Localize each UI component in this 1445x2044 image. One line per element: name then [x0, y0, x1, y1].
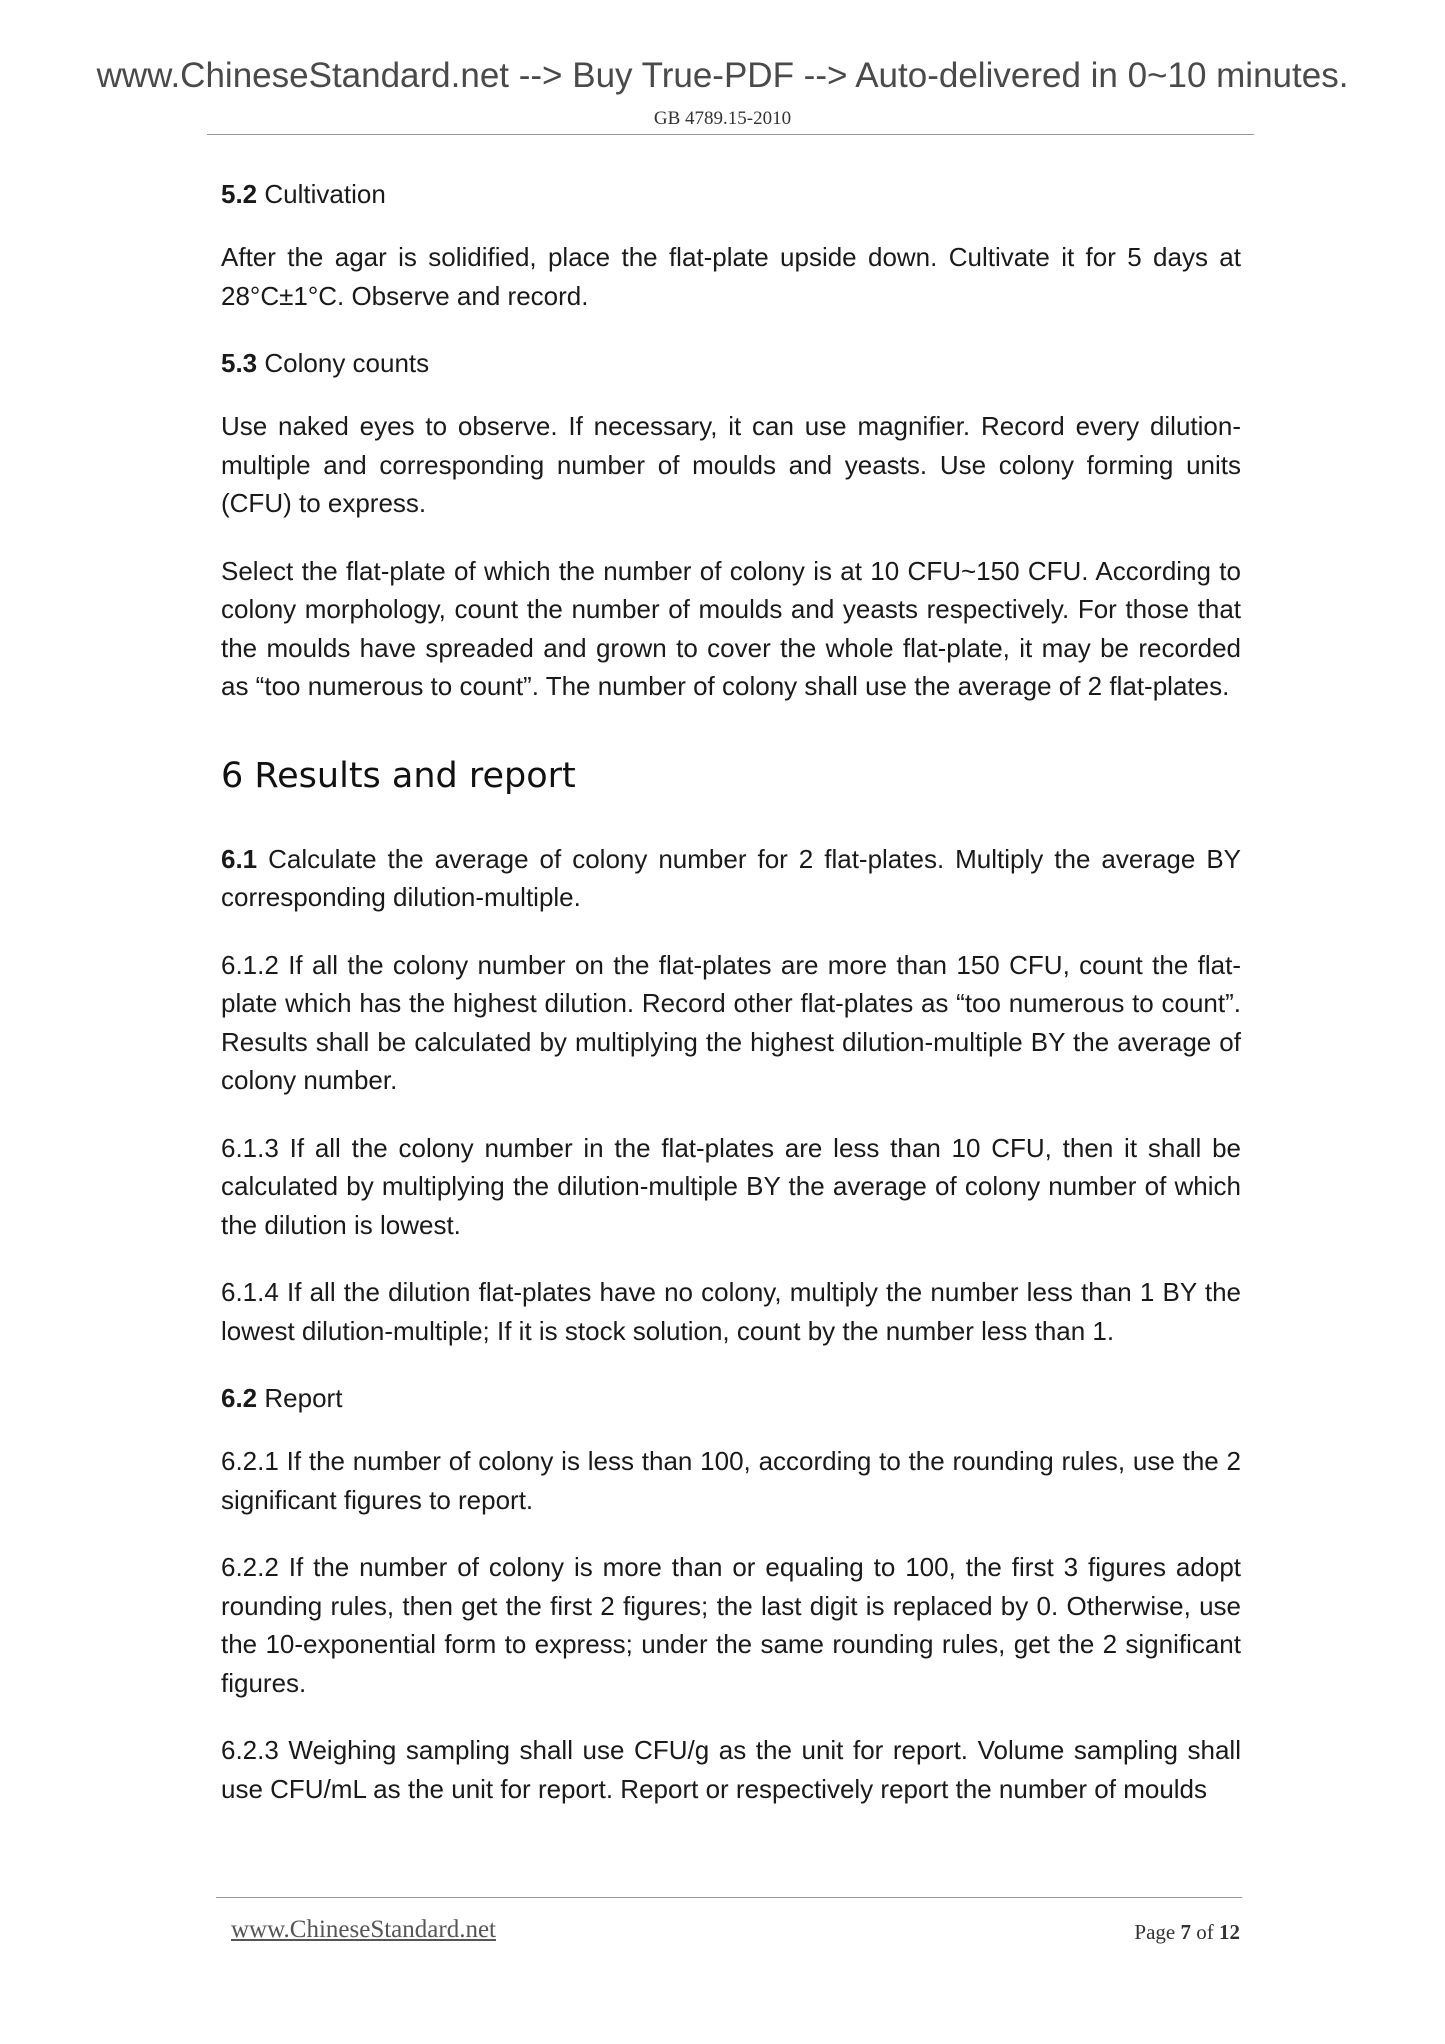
page-of: of: [1191, 1920, 1219, 1944]
paragraph-6-2-3: 6.2.3 Weighing sampling shall use CFU/g as the unit for report. Volume sampling shall use CFU/mL as the unit for report. Report or respectively report the number of moulds: [221, 1735, 1241, 1804]
paragraph-6-2-1: 6.2.1 If the number of colony is less than 100, according to the rounding rules, use the 2 significant figures to report.: [221, 1446, 1241, 1515]
heading-number: 5.2: [221, 179, 258, 209]
section-6-title: 6 Results and report: [221, 755, 576, 796]
paragraph-6-1-4: 6.1.4 If all the dilution flat-plates have no colony, multiply the number less than 1 BY the lowest dilution-multiple; If it is stock solution, count by the number less than 1.: [221, 1277, 1241, 1346]
promo-banner[interactable]: www.ChineseStandard.net --> Buy True-PDF --> Auto-delivered in 0~10 minutes.: [96, 56, 1349, 95]
standard-number: GB 4789.15-2010: [653, 108, 792, 129]
heading-title: Colony counts: [257, 348, 430, 378]
footer-divider: [216, 1897, 1242, 1898]
heading-number: 5.3: [221, 348, 258, 378]
header-divider: [207, 134, 1254, 135]
heading-title: Report: [257, 1383, 343, 1413]
paragraph-5-3-b: Select the flat-plate of which the number of colony is at 10 CFU~150 CFU. According to colony morphology, count the number of moulds and yeasts respectively. For those that the moulds have spreaded and grown to cover the whole flat-plate, it may be recorded as “too numerous to count”. The number of colony shall use the average of 2 flat-plates.: [221, 555, 1241, 701]
page-total: 12: [1219, 1920, 1240, 1944]
paragraph-6-2-2: 6.2.2 If the number of colony is more than or equaling to 100, the first 3 figures adopt rounding rules, then get the first 2 figures; the last digit is replaced by 0. Otherwise, use the 10-exponential form to express; under the same rounding rules, get the 2 significant figures.: [221, 1552, 1241, 1698]
footer-link[interactable]: www.ChineseStandard.net: [231, 1916, 496, 1943]
clause-number: 6.1: [221, 843, 258, 874]
paragraph-5-3-a: Use naked eyes to observe. If necessary, it can use magnifier. Record every dilution-multiple and corresponding number of moulds and yeasts. Use colony forming units (CFU) to express.: [221, 411, 1241, 518]
heading-5-2: [221, 175, 1241, 213]
clause-text: Calculate the average of colony number for 2 flat-plates. Multiply the average BY corresponding dilution-multiple.: [221, 843, 1241, 912]
heading-6-2: [221, 1379, 1241, 1417]
paragraph-6-1-3: 6.1.3 If all the colony number in the flat-plates are less than 10 CFU, then it shall be calculated by multiplying the dilution-multiple BY the average of colony number of which the dilution is lowest.: [221, 1132, 1241, 1240]
heading-5-3: [221, 344, 1241, 382]
page-prefix: Page: [1134, 1920, 1181, 1944]
heading-title: Cultivation: [257, 179, 386, 209]
page-body: [221, 175, 1241, 1837]
heading-number: 6.2: [221, 1383, 258, 1413]
page-current: 7: [1180, 1920, 1191, 1944]
paragraph-6-1-2: 6.1.2 If all the colony number on the flat-plates are more than 150 CFU, count the flat-plate which has the highest dilution. Record other flat-plates as “too numerous to count”. Results shall be calculated by multiplying the highest dilution-multiple BY the average of colony number.: [221, 949, 1241, 1095]
page-indicator: [1134, 1920, 1240, 1945]
paragraph-5-2: After the agar is solidified, place the flat-plate upside down. Cultivate it for 5 days at 28°C±1°C. Observe and record.: [221, 242, 1241, 311]
paragraph-6-1: [221, 840, 1241, 917]
